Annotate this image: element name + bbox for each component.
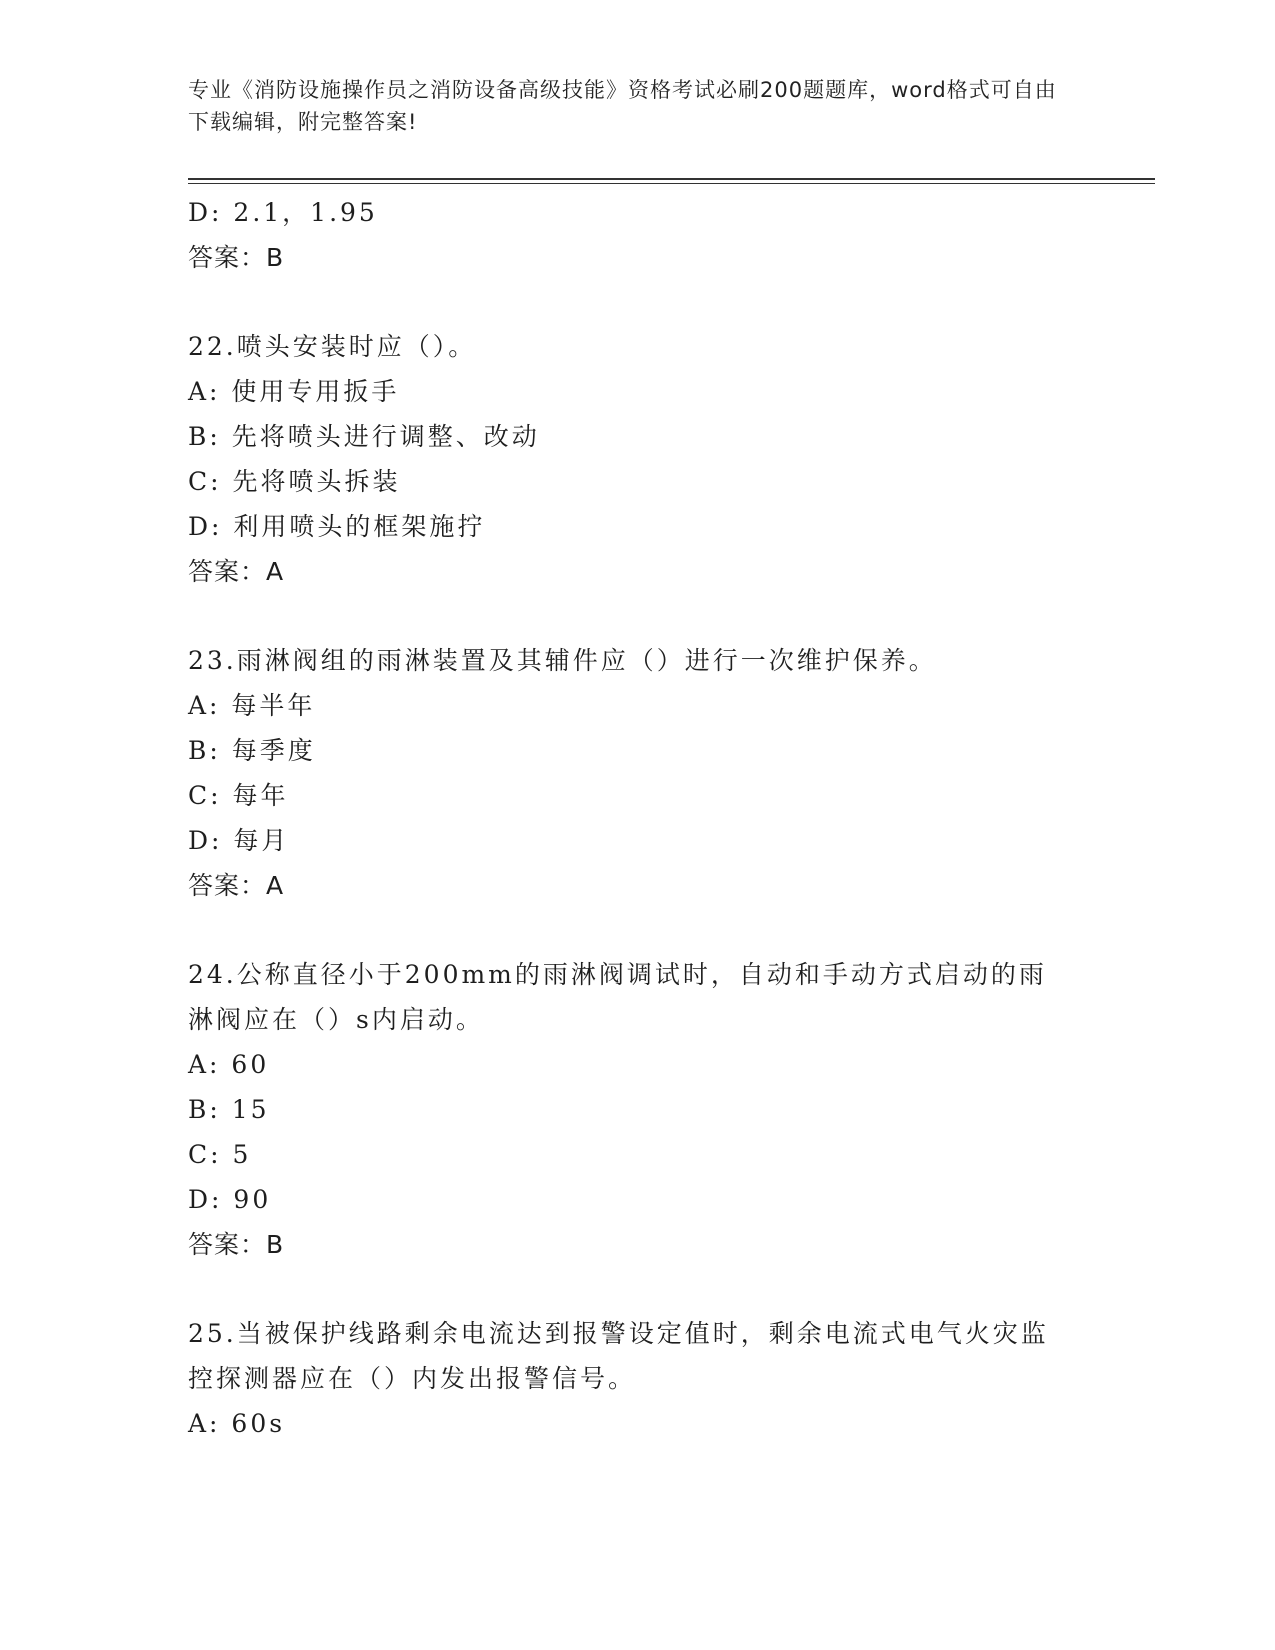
page-header: 专业《消防设施操作员之消防设备高级技能》资格考试必刷200题题库，word格式可自由下载编辑，附完整答案! [188,78,1057,134]
option-b: B: 15 [188,1095,270,1124]
answer-line: 答案：B [188,1230,285,1259]
answer-line: 答案：A [188,557,285,586]
option-d: D: 2.1，1.95 [188,198,378,227]
question-24 [188,952,1088,1267]
question-23 [188,638,1088,908]
option-c: C: 先将喷头拆装 [188,467,401,496]
question-stem: 25.当被保护线路剩余电流达到报警设定值时，剩余电流式电气火灾监控探测器应在（）内发出报警信号。 [188,1319,1049,1393]
answer-line: 答案：B [188,243,285,272]
question-stem: 24.公称直径小于200mm的雨淋阀调试时，自动和手动方式启动的雨淋阀应在（）s内启动。 [188,960,1047,1034]
question-list [188,190,1088,1446]
option-a: A: 60s [188,1409,286,1438]
option-d: D: 90 [188,1185,272,1214]
option-c: C: 5 [188,1140,252,1169]
option-d: D: 每月 [188,826,290,855]
option-c: C: 每年 [188,781,289,810]
question-stem: 23.雨淋阀组的雨淋装置及其辅件应（）进行一次维护保养。 [188,646,937,675]
question-stem: 22.喷头安装时应（）。 [188,332,477,361]
question-25 [188,1311,1088,1446]
option-a: A: 60 [188,1050,270,1079]
header-rule-thick [188,178,1155,180]
question-22 [188,324,1088,594]
option-d: D: 利用喷头的框架施拧 [188,512,486,541]
header-rule-thin [188,183,1155,184]
answer-line: 答案：A [188,871,285,900]
option-a: A: 每半年 [188,691,316,720]
option-b: B: 每季度 [188,736,316,765]
option-b: B: 先将喷头进行调整、改动 [188,422,540,451]
option-a: A: 使用专用扳手 [188,377,400,406]
